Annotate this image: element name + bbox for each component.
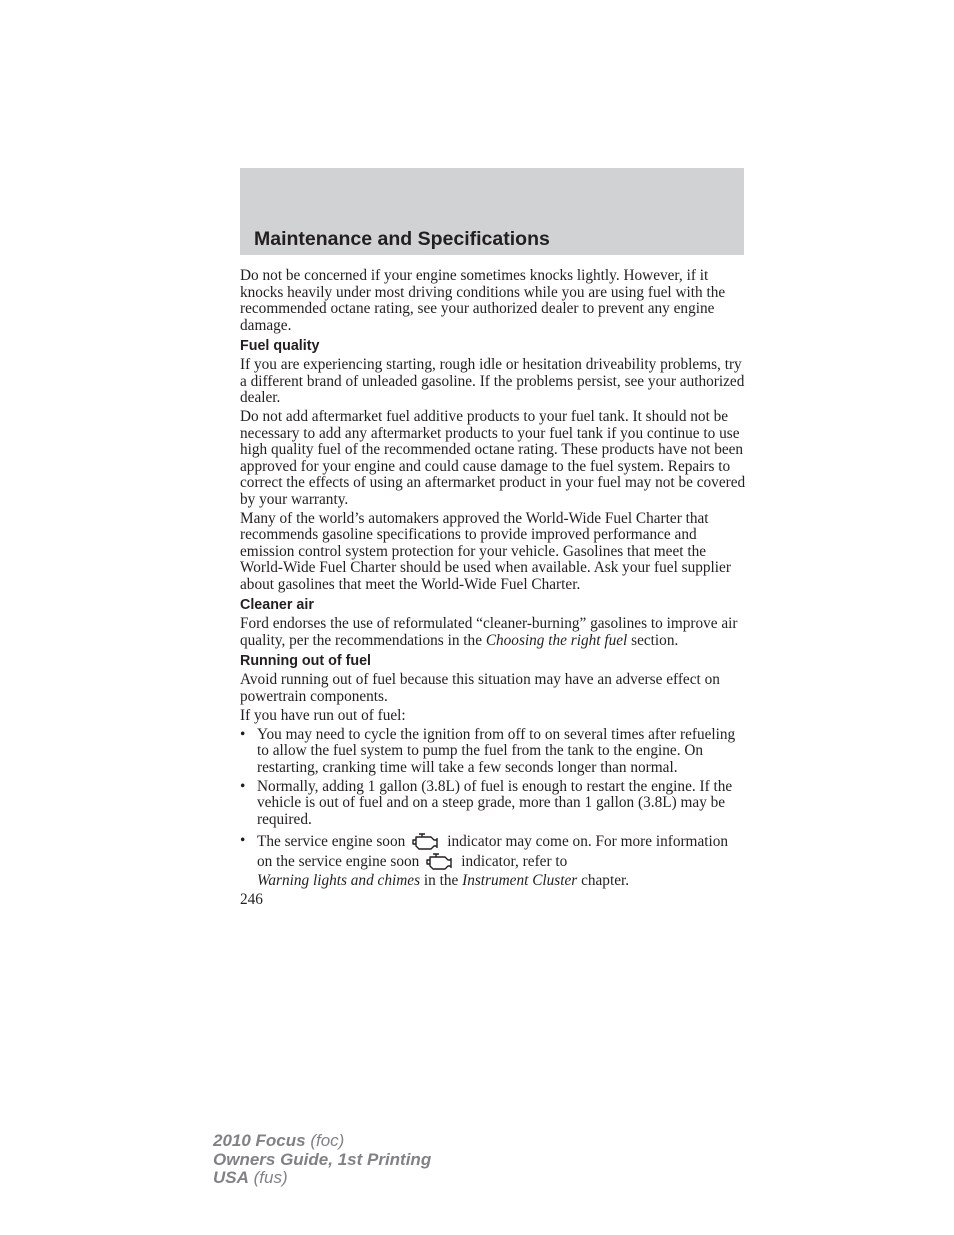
- running-out-bullet-list: [240, 727, 746, 890]
- footer-region: USA: [213, 1168, 249, 1187]
- section-title: Maintenance and Specifications: [254, 228, 550, 250]
- fuel-quality-paragraph-2: Do not add aftermarket fuel additive products to your fuel tank. It should not be necessary to add any aftermarket products to your fuel tank if you continue to use high quality fuel of the recommended octane rating. These products have not been approved for your engine and could cause damage to the fuel system. Repairs to correct the effects of using an aftermarket product in your fuel may not be covered by your warranty.: [240, 408, 746, 508]
- footer-model-line: [213, 1132, 431, 1151]
- fuel-quality-paragraph-1: If you are experiencing starting, rough idle or hesitation driveability problems, try a different brand of unleaded gasoline. If the problems persist, see your authorized dealer.: [240, 356, 745, 406]
- footer-guide-line: [213, 1151, 431, 1170]
- bullet-marker: •: [240, 777, 246, 795]
- page-number: 246: [240, 891, 263, 908]
- check-engine-icon: [424, 851, 456, 871]
- heading-running-out-of-fuel: Running out of fuel: [240, 653, 372, 669]
- bullet-text: indicator, refer to: [461, 852, 568, 870]
- fuel-quality-paragraph-3: Many of the world’s automakers approved the World-Wide Fuel Charter that recommends gasoline specifications to provide improved performance and emission control system protection for your vehicle. Gasolines that meet the World-Wide Fuel Charter should be used when available. Ask your fuel supplier about gasolines that meet the World-Wide Fuel Charter.: [240, 509, 731, 593]
- footer-model-code: (foc): [310, 1131, 345, 1150]
- intro-paragraph: Do not be concerned if your engine sometimes knocks lightly. However, if it knocks heavily under most driving conditions while you are using fuel with the recommended octane rating, see your authorized dealer to prevent any engine damage.: [240, 267, 726, 334]
- bullet-text: chapter.: [577, 871, 630, 889]
- bullet-text: indicator may come on. For more information on the service engine soon: [257, 832, 729, 870]
- check-engine-icon: [410, 831, 442, 851]
- cleaner-air-text-end: section.: [627, 631, 679, 649]
- footer-region-line: [213, 1169, 431, 1188]
- choosing-fuel-reference: Choosing the right fuel: [485, 631, 628, 649]
- footer-model: 2010 Focus: [213, 1131, 306, 1150]
- bullet-item-service-engine-soon: [240, 831, 746, 890]
- bullet-marker: •: [240, 725, 246, 743]
- bullet-marker: •: [240, 831, 246, 849]
- instrument-cluster-reference: Instrument Cluster: [462, 871, 578, 889]
- heading-cleaner-air: Cleaner air: [240, 597, 314, 613]
- footer-guide: Owners Guide, 1st Printing: [213, 1149, 432, 1169]
- running-out-paragraph-1: Avoid running out of fuel because this situation may have an adverse effect on powertrain components.: [240, 671, 720, 705]
- heading-fuel-quality: Fuel quality: [240, 338, 320, 354]
- bullet-text: The service engine soon: [257, 832, 406, 850]
- section-header-band: [240, 168, 744, 255]
- bullet-text: in the: [420, 871, 463, 889]
- bullet-item-cycle-ignition: [240, 727, 746, 777]
- warning-lights-reference: Warning lights and chimes: [257, 871, 421, 889]
- bullet-item-add-fuel: [240, 779, 746, 829]
- document-footer: [213, 1132, 431, 1188]
- page-body: [240, 268, 746, 911]
- cleaner-air-paragraph: [240, 616, 746, 649]
- footer-region-code: (fus): [253, 1168, 288, 1187]
- cleaner-air-text: Ford endorses the use of reformulated “cleaner-burning” gasolines to improve air quality, per the recommendations in the: [240, 615, 738, 649]
- bullet-text: Normally, adding 1 gallon (3.8L) of fuel is enough to restart the engine. If the vehicle is out of fuel and on a steep grade, more than 1 gallon (3.8L) may be required.: [257, 777, 733, 828]
- bullet-text: You may need to cycle the ignition from off to on several times after refueling to allow the fuel system to pump the fuel from the tank to the engine. On restarting, cranking time will take a few seconds longer than normal.: [257, 725, 736, 776]
- running-out-paragraph-2: If you have run out of fuel:: [240, 706, 406, 724]
